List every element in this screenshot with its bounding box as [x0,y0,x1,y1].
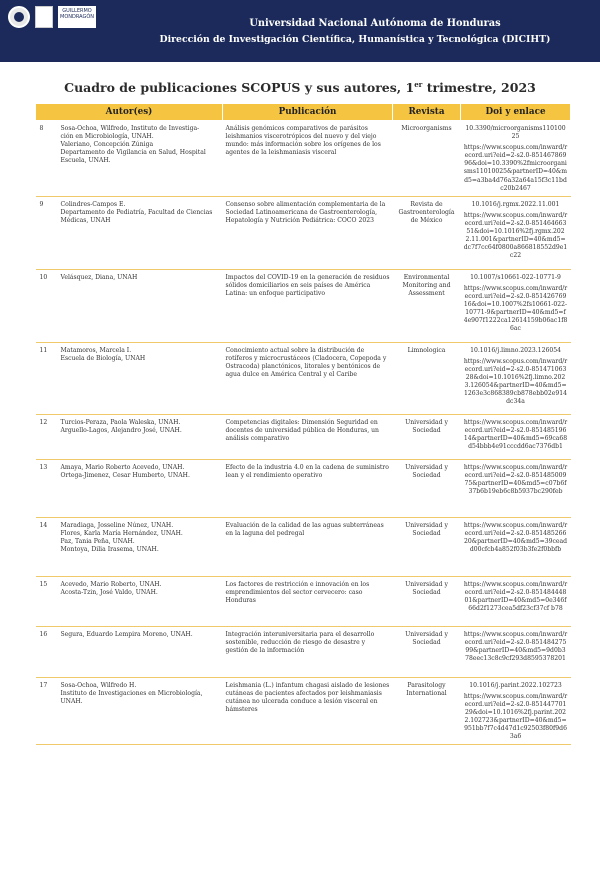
journal-cell [393,626,461,677]
journal-cell [393,414,461,459]
authors-cell [58,677,223,745]
scopus-link[interactable]: https://www.scopus.com/inward/record.uri?eid=2-s2.0-85142676916&doi=10.1007%2fs10661-022-10771-9&partnerID=40&md5=f4e907f1222ca12614159b06ac1f86ac [463,284,568,333]
table-row [36,576,571,626]
journal-text: Universidad y Sociedad [405,630,448,646]
doi-cell [461,459,571,517]
publication-text: Evaluación de la calidad de las aguas subterráneas en la laguna del pedregal [225,521,384,537]
authors-text: Segura, Eduardo Lempira Moreno, UNAH. [60,630,193,638]
publication-cell [223,459,393,517]
scopus-link[interactable]: https://www.scopus.com/inward/record.uri?eid=2-s2.0-85148427599&partnerID=40&md5=9d0b378eec13c8c9cf293d8595378201 [463,630,568,663]
doi-text: 10.1007/s10661-022-10771-9 [470,273,561,281]
doi-text: 10.3390/microorganisms11010025 [465,125,566,141]
publication-text: Conocimiento actual sobre la distribución de rotíferos y microcrustáceos (Cladocera, Copepoda y Ostracoda) planctónicos, litorales y bentónicos de agua dulce en América Central y el Caribe [225,346,387,379]
directorate-name: Dirección de Investigación Científica, Humanística y Tecnológica (DICIHT) [159,34,551,45]
journal-text: Revista de Gastroenterología de México [398,200,455,224]
publication-text: Análisis genómicos comparativos de parásitos leishmanios viscerotrópicos del nuevo y del viejo mundo: más información sobre los orígenes de los agentes de la leishmaniasis visceral [225,125,381,157]
authors-cell [58,414,223,459]
authors-cell [58,342,223,414]
page-title-main: Cuadro de publicaciones SCOPUS y sus autores, 1 [64,80,415,96]
doi-cell [461,121,571,197]
journal-cell [393,459,461,517]
publication-text: Consenso sobre alimentación complementaria de la Sociedad Latinoamericana de Gastroenterología, Hepatología y Nutrición Pediátrica: COCO 2023 [225,200,386,224]
publication-text: Los factores de restricción e innovación en los emprendimientos del sector cervecero: caso Honduras [225,580,370,604]
publication-cell [223,677,393,745]
row-number: 17 [36,677,58,745]
authors-text: Acevedo, Mario Roberto, UNAH. Acosta-Tzin, José Valdo, UNAH. [60,580,162,596]
column-header-doi: Doi y enlace [461,104,571,121]
row-number: 13 [36,459,58,517]
table-row [36,517,571,576]
column-header-journal: Revista [393,104,461,121]
row-number: 15 [36,576,58,626]
column-header-publication: Publicación [223,104,393,121]
authors-text: Velásquez, Diana, UNAH [60,273,138,281]
journal-cell [393,121,461,197]
scopus-link[interactable]: https://www.scopus.com/inward/record.uri?eid=2-s2.0-85148526620&partnerID=40&md5=39ceadd00cfcb4a852f03b3fe2f0bbfb [463,521,568,554]
authors-text: Matamoros, Marcela I. Escuela de Biología, UNAH [60,346,146,362]
diciht-logo-icon [35,6,53,28]
publication-text: Integración interuniversitaria para el desarrollo sostenible, reducción de riesgo de desastre y gestión de la información [225,630,375,654]
column-header-authors: Autor(es) [36,104,223,121]
mondragon-logo: GUILLERMO MONDRAGÓN [58,6,96,28]
row-number: 16 [36,626,58,677]
authors-cell [58,196,223,269]
authors-text: Amaya, Mario Roberto Acevedo, UNAH. Ortega-Jimenez, Cesar Humberto, UNAH. [60,463,190,479]
table-header-row [36,104,571,121]
publication-text: Efecto de la industria 4.0 en la cadena de suministro lean y el rendimiento operativo [225,463,389,479]
doi-cell [461,517,571,576]
scopus-link[interactable]: https://www.scopus.com/inward/record.uri?eid=2-s2.0-85148444801&partnerID=40&md5=0e346f66d2f1273cea5df23cf37cf b78 [463,580,568,613]
header-band [0,0,600,62]
table-row [36,677,571,745]
row-number: 8 [36,121,58,197]
table-row [36,459,571,517]
publication-cell [223,517,393,576]
authors-text: Sosa-Ochoa, Wilfredo H. Instituto de Investigaciones en Microbiología, UNAH. [60,681,203,705]
table-row [36,121,571,197]
publication-cell [223,576,393,626]
university-name: Universidad Nacional Autónoma de Honduras [249,18,501,29]
page-title-sup: er [414,80,423,89]
authors-text: Sosa-Ochoa, Wilfredo, Instituto de Investiga- ción en Microbiología, UNAH. Valeriano, Concepción Zúniga Departamento de Vigilancia en Salud, Hospital Escuela, UNAH. [60,125,206,165]
doi-text: 10.1016/j.parint.2022.102723 [469,681,562,689]
publication-cell [223,342,393,414]
journal-text: Microorganisms [401,125,452,132]
authors-cell [58,517,223,576]
publication-cell [223,121,393,197]
journal-text: Universidad y Sociedad [405,463,448,479]
scopus-link[interactable]: https://www.scopus.com/inward/record.uri?eid=2-s2.0-85146786996&doi=10.3390%2fmicroorganisms11010025&partnerID=40&md5=a3ba4d76a32a64a15f3c11bdc20b2467 [463,144,568,192]
journal-text: Parasitology International [406,681,447,697]
authors-text: Maradiaga, Josseline Núnez, UNAH. Flores, Karla María Hernández, UNAH. Paz, Tania Peña, UNAH. Montoya, Dilia Irasema, UNAH. [60,521,183,554]
scopus-link[interactable]: https://www.scopus.com/inward/record.uri?eid=2-s2.0-85147106328&doi=10.1016%2fj.limno.2023.126054&partnerID=40&md5=1263e3c868389cb878ebb02e914dc34a [463,357,568,406]
authors-cell [58,626,223,677]
row-number: 11 [36,342,58,414]
journal-cell [393,269,461,342]
doi-cell [461,414,571,459]
publication-text: Impactos del COVID-19 en la generación de residuos sólidos domiciliarios en seis países de América Latina: un enfoque participativo [225,273,390,297]
scopus-link[interactable]: https://www.scopus.com/inward/record.uri?eid=2-s2.0-85148519614&partnerID=40&md5=69ca68d54bbb4e91cccdd6ac7376db1 [463,418,568,451]
doi-text: 10.1016/j.limno.2023.126054 [470,346,561,354]
logos [8,6,96,28]
doi-cell [461,196,571,269]
publication-cell [223,196,393,269]
journal-cell [393,342,461,414]
publication-text: Leishmania (L.) infantum chagasi aislado de lesiones cutáneas de pacientes afectados por leishmaniasis cutánea no ulcerada conduce a lesión visceral en hámsteres [225,681,390,714]
journal-text: Universidad y Sociedad [405,418,448,434]
doi-cell [461,576,571,626]
publication-text: Competencias digitales: Dimensión Seguridad en docentes de universidad pública de Honduras, un análisis comparativo [225,418,379,442]
authors-text: Colindres-Campos E. Departamento de Pediatría, Facultad de Ciencias Médicas, UNAH [60,200,213,224]
table-row [36,269,571,342]
table-row [36,342,571,414]
table-row [36,196,571,269]
row-number: 9 [36,196,58,269]
page-title [0,80,600,95]
row-number: 10 [36,269,58,342]
publication-cell [223,414,393,459]
authors-cell [58,269,223,342]
publication-cell [223,626,393,677]
doi-cell [461,342,571,414]
journal-cell [393,576,461,626]
doi-cell [461,626,571,677]
unah-seal-icon [8,6,30,28]
publications-table [35,103,571,745]
row-number: 14 [36,517,58,576]
scopus-link[interactable]: https://www.scopus.com/inward/record.uri?eid=2-s2.0-85146466351&doi=10.1016%2fj.rgmx.2022.11.001&partnerID=40&md5=dc7f7cc64f0800a866818552d9e1c22 [463,211,568,260]
table-row [36,414,571,459]
journal-cell [393,677,461,745]
scopus-link[interactable]: https://www.scopus.com/inward/record.uri?eid=2-s2.0-85148500975&partnerID=40&md5=c07b6f37b6b19eb6c8b5937bc290feb [463,463,568,496]
authors-text: Turcios-Peraza, Paola Waleska, UNAH. Arguello-Lagos, Alejandro José, UNAH. [60,418,182,434]
journal-text: Universidad y Sociedad [405,580,448,596]
page-title-end: trimestre, 2023 [422,80,536,96]
scopus-link[interactable]: https://www.scopus.com/inward/record.uri?eid=2-s2.0-85144770129&doi=10.1016%2fj.parint.2022.102723&partnerID=40&md5=951bb7f7c4d47d1c92503f80f9d63a6 [463,692,568,741]
doi-cell [461,677,571,745]
journal-text: Environmental Monitoring and Assessment [402,273,451,297]
authors-cell [58,459,223,517]
row-number: 12 [36,414,58,459]
table-row [36,626,571,677]
doi-text: 10.1016/j.rgmx.2022.11.001 [471,200,560,208]
journal-cell [393,196,461,269]
authors-cell [58,576,223,626]
authors-cell [58,121,223,197]
doi-cell [461,269,571,342]
publication-cell [223,269,393,342]
journal-cell [393,517,461,576]
journal-text: Universidad y Sociedad [405,521,448,537]
journal-text: Limnologica [407,346,446,354]
